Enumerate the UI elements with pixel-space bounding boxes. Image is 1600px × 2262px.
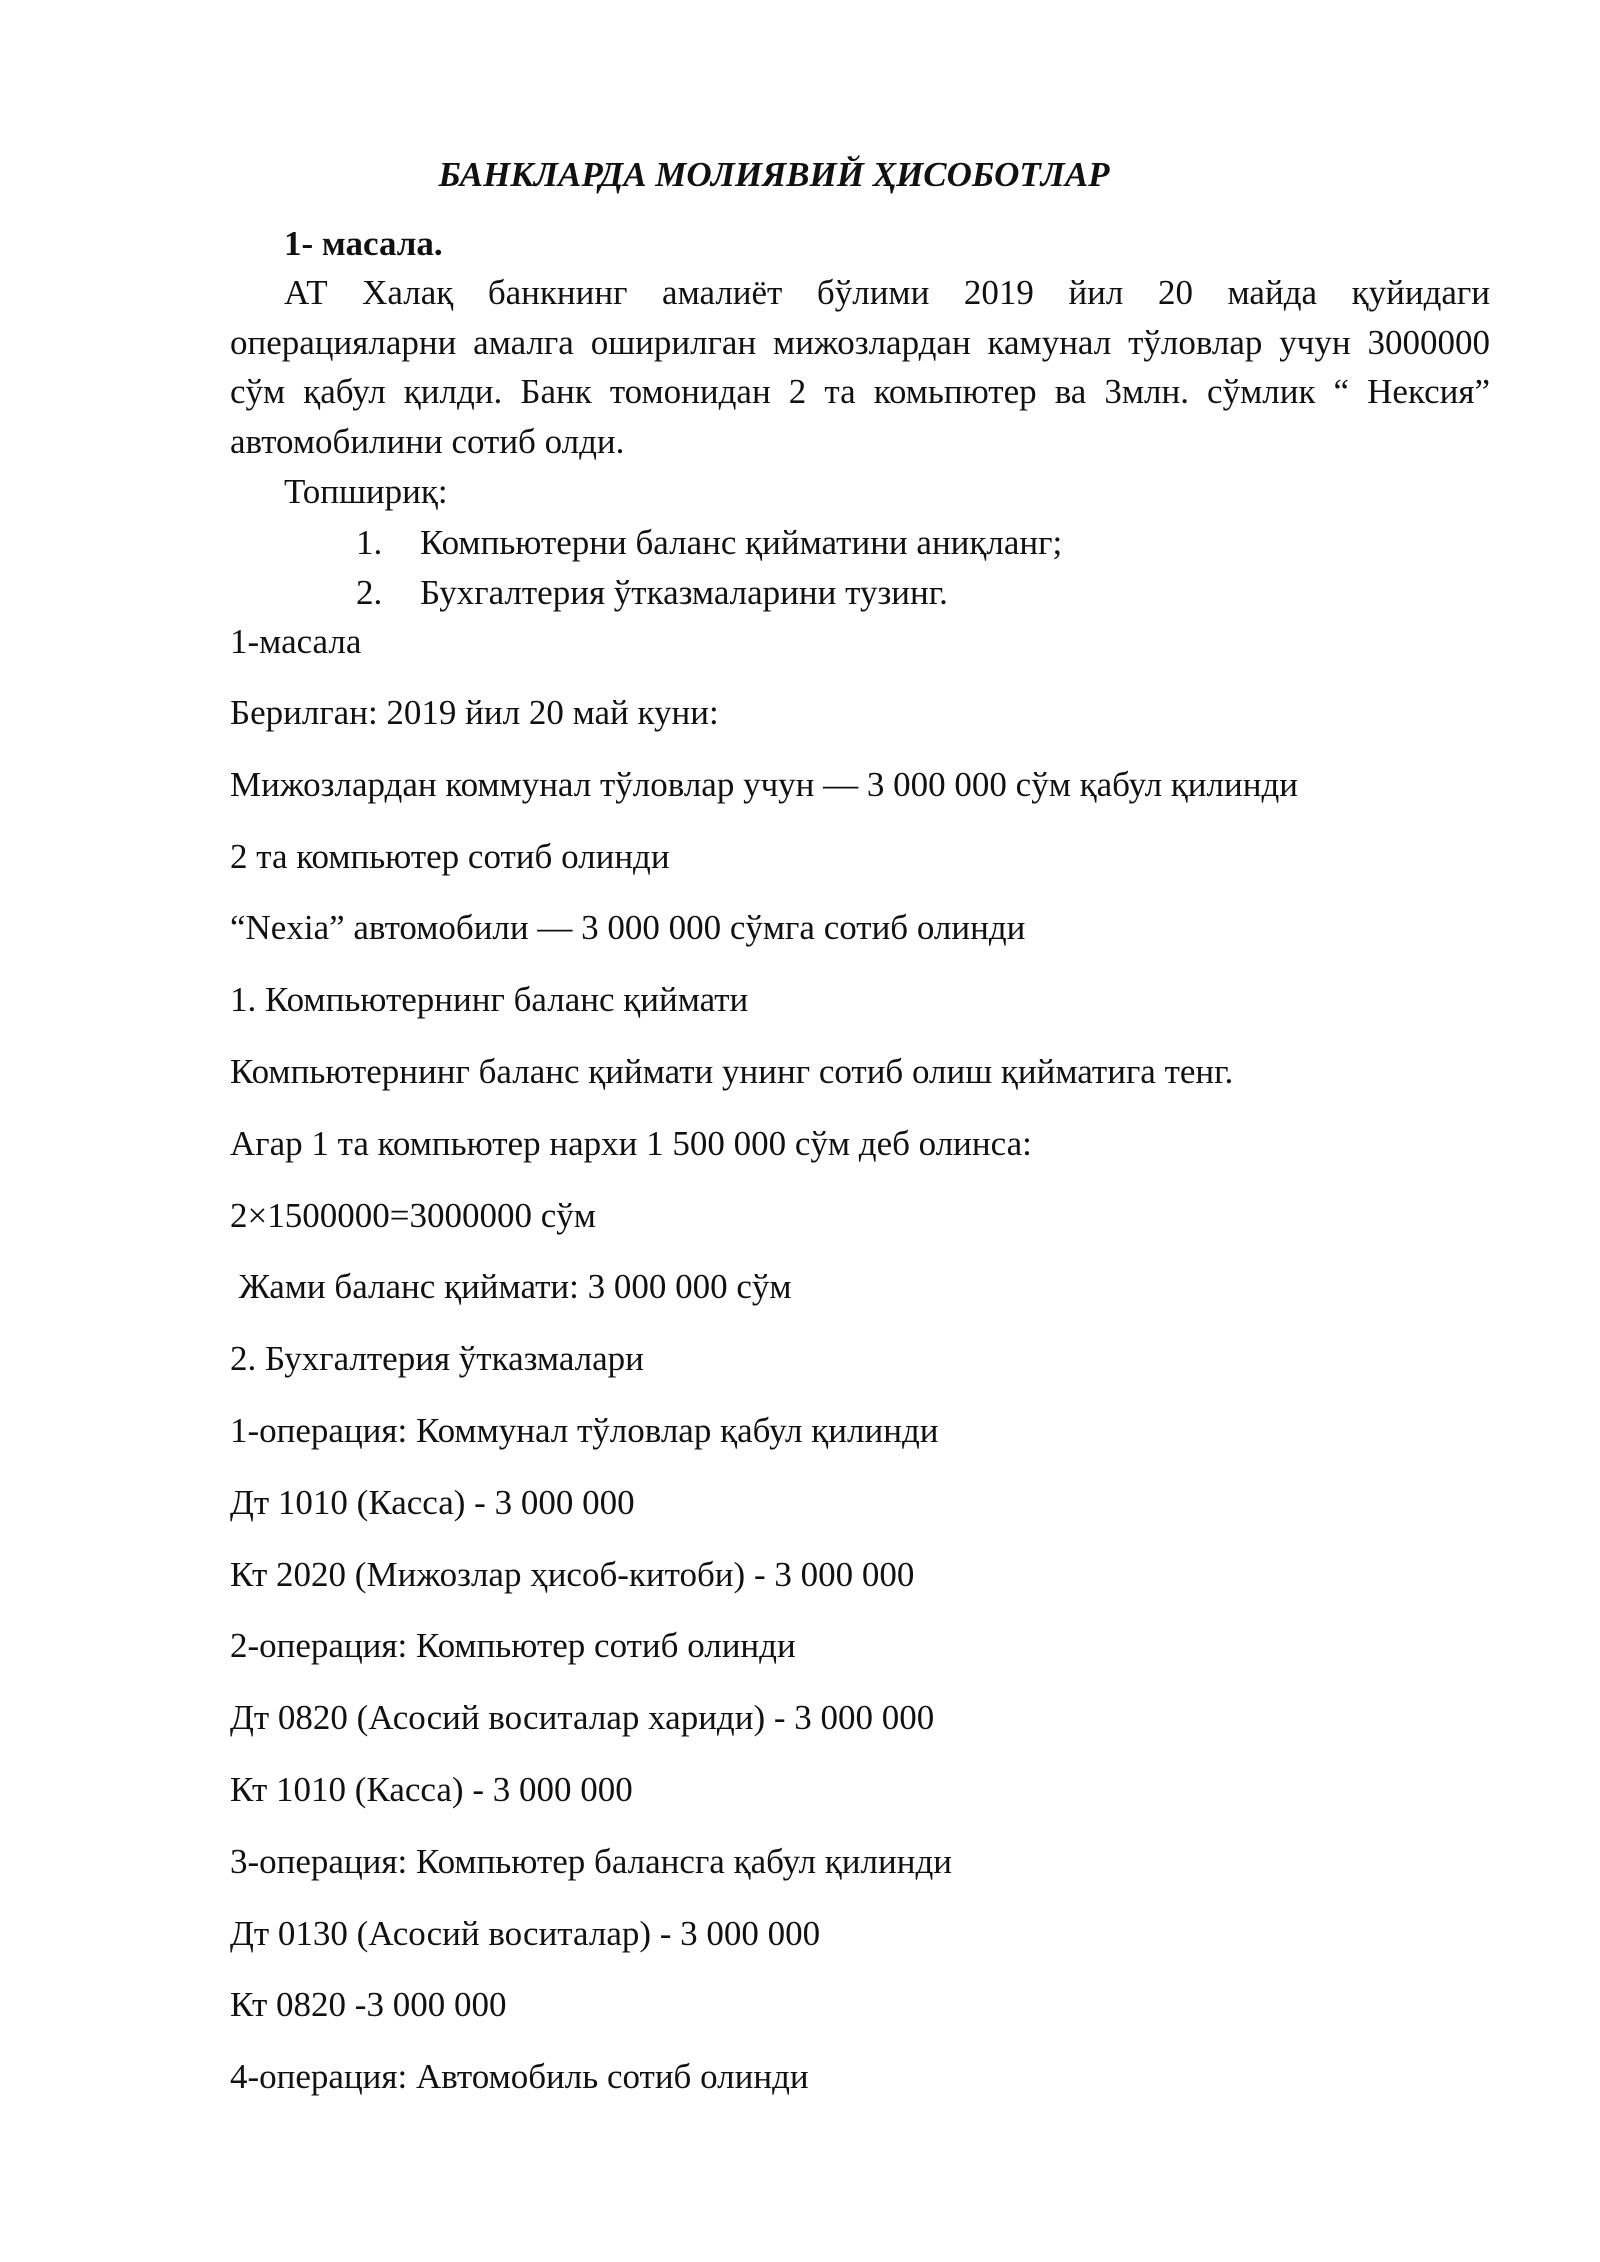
task-label: Топшириқ: [284,472,448,511]
operation-1-debit: Дт 1010 (Касса) - 3 000 000 [230,1482,635,1522]
section-balance-value-heading: 1. Компьютернинг баланс қиймати [230,980,749,1020]
operation-4-heading: 4-операция: Автомобиль сотиб олинди [230,2057,809,2097]
balance-value-definition: Компьютернинг баланс қиймати унинг сотиб олиш қийматига тенг. [230,1051,1234,1091]
computer-price-assumption: Агар 1 та компьютер нархи 1 500 000 сўм деб олинса: [230,1123,1032,1163]
solution-heading: 1-масала [230,622,362,661]
problem-text: АТ Халақ банкнинг амалиёт бўлими 2019 йил 20 майда қуйидаги операцияларни амалга оширилган мижозлардан камунал тўловлар учун 3000000 сўм қабул қилди. Банк томонидан 2 та комьпютер ва 3млн. сўмлик “ Нексия” автомобилини сотиб олди. [230,273,1490,461]
given-line: Берилган: 2019 йил 20 май куни: [230,693,719,732]
given-computers-line: 2 та компьютер сотиб олинди [230,836,670,876]
total-balance-value: Жами баланс қиймати: 3 000 000 сўм [230,1267,792,1307]
task-list [356,518,1062,618]
document-title: БАНКЛАРДА МОЛИЯВИЙ ҲИСОБОТЛАР [438,155,1110,194]
solution-section [230,618,1298,2125]
given-payments-line: Мижозлардан коммунал тўловлар учун — 3 000 000 сўм қабул қилинди [230,764,1298,804]
task-number: 2. [356,573,383,612]
task-text: Компьютерни баланс қийматини аниқланг; [420,523,1063,562]
task-item [356,568,1062,618]
section-accounting-entries-heading: 2. Бухгалтерия ўтказмалари [230,1339,644,1379]
operation-2-credit: Кт 1010 (Касса) - 3 000 000 [230,1769,633,1809]
task-text: Бухгалтерия ўтказмаларини тузинг. [420,573,948,612]
operation-1-credit: Кт 2020 (Мижозлар ҳисоб-китоби) - 3 000 000 [230,1554,915,1594]
operation-3-heading: 3-операция: Компьютер балансга қабул қилинди [230,1841,952,1881]
operation-2-heading: 2-операция: Компьютер сотиб олинди [230,1626,796,1666]
task-number: 1. [356,523,383,562]
operation-3-credit: Кт 0820 -3 000 000 [230,1985,507,2025]
balance-calculation: 2×1500000=3000000 сўм [230,1195,596,1235]
operation-2-debit: Дт 0820 (Асосий воситалар хариди) - 3 000 000 [230,1698,935,1738]
operation-1-heading: 1-операция: Коммунал тўловлар қабул қилинди [230,1410,939,1450]
operation-3-debit: Дт 0130 (Асосий воситалар) - 3 000 000 [230,1913,821,1953]
given-car-line: “Nexia” автомобили — 3 000 000 сўмга сотиб олинди [230,908,1026,948]
problem-label: 1- масала. [284,224,443,263]
task-item [356,518,1062,568]
